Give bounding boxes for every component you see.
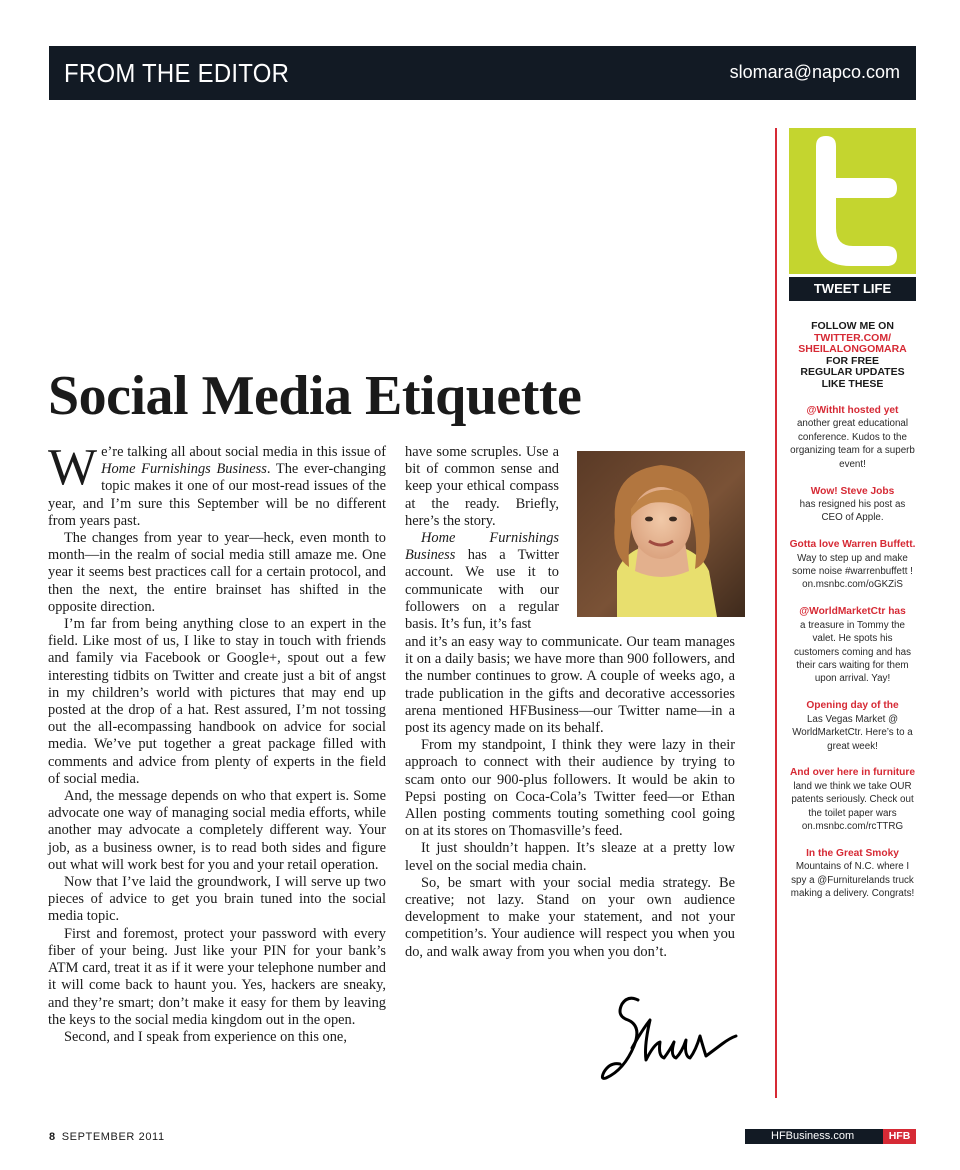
article-paragraph: Second, and I speak from experience on this one, xyxy=(64,1028,347,1045)
tweet-body: has resigned his post as CEO of Apple. xyxy=(799,498,906,524)
article-paragraph: and it’s an easy way to communicate. Our team manages it on a daily basis; we have more than 900 followers, and the number continues to grow. A couple of weeks ago, a trade publication in the gifts and decorative accessories arena mentioned HFBusiness—our Twitter name—in a post its agency made on its behalf. xyxy=(405,634,735,737)
twitter-t-logo-icon xyxy=(789,128,916,274)
tweet-lead: @WorldMarketCtr has xyxy=(799,606,906,618)
tweet-item xyxy=(789,605,916,685)
publication-name: Home Furnishings Business xyxy=(405,530,559,564)
tweet-lead: Wow! Steve Jobs xyxy=(810,485,895,497)
follow-text: LIKE THESE xyxy=(821,377,884,390)
tweet-item xyxy=(789,699,916,753)
tweet-item xyxy=(789,404,916,471)
tweet-body: land we think we take OUR patents seriously. Check out the toilet paper wars on.msnbc.com/rcTTRG xyxy=(791,780,914,833)
handwritten-signature xyxy=(598,990,743,1090)
section-title: FROM THE EDITOR xyxy=(64,58,290,88)
article-paragraph: The changes from year to year—heck, even month to month—in the realm of social media still amaze me. One year it seems best practices call for a certain protocol, and then the next, the entire brainset has shifted in the opposite direction. xyxy=(48,530,386,615)
article-paragraph: It just shouldn’t happen. It’s sleaze at a pretty low level on the social media chain. xyxy=(405,840,735,874)
twitter-handle-link[interactable]: SHEILALONGOMARA xyxy=(798,343,907,356)
issue-date: SEPTEMBER 2011 xyxy=(61,1131,165,1143)
article-paragraph: And, the message depends on who that expert is. Some advocate one way of managing social media efforts, while another may advocate a completely different way. Your job, as a business owner, is to read both sides and figure out what will work best for you and your retail operation. xyxy=(48,788,386,873)
follow-text: REGULAR UPDATES xyxy=(800,366,905,379)
tweet-lead: @WithIt hosted yet xyxy=(806,405,899,416)
paragraph-text: has a Twitter account. We use it to communicate with our followers on a regular basis. It’s fun, it’s fast xyxy=(405,547,559,633)
tweet-item xyxy=(789,485,916,525)
tweet-life-label: TWEET LIFE xyxy=(789,277,916,301)
paragraph-text: e’re talking all about social media in this issue of xyxy=(101,444,386,460)
tweet-item xyxy=(789,766,916,833)
article-paragraph: I’m far from being anything close to an expert in the field. Like most of us, I like to stay in touch with friends and family via Facebook or Google+, spout out a few interesting tidbits on Twitter and create just a bit of angst in my children’s world with pictures that may end up posted at the drop of a hat. Rest assured, I’m not tossing out the all-ecompassing handbook on advice for social media. We’ve put together a great package filled with comments and advice from plenty of experts in the field of social media. xyxy=(48,616,386,787)
article-paragraph xyxy=(405,530,559,633)
tweet-body: another great educational conference. Kudos to the organizing team for a superb event! xyxy=(790,418,915,470)
publication-name: Home Furnishings Business xyxy=(101,461,267,478)
tweet-lead: And over here in furniture xyxy=(789,767,916,779)
article-paragraph xyxy=(48,439,387,530)
editor-portrait-photo xyxy=(577,451,745,617)
twitter-profile-link[interactable]: TWITTER.COM/ xyxy=(814,331,891,344)
tweet-body: Way to step up and make some noise #warrenbuffett ! on.msnbc.com/oGKZiS xyxy=(792,552,913,591)
page-number: 8 xyxy=(49,1131,56,1143)
article-column-2-top xyxy=(405,444,559,633)
sidebar-divider xyxy=(775,128,777,1098)
tweet-body: Mountains of N.C. where I spy a @Furniturelands truck making a delivery. Congrats! xyxy=(790,861,915,900)
article-column-1 xyxy=(48,439,387,1046)
tweet-lead: In the Great Smoky xyxy=(806,847,899,859)
tweet-lead: Gotta love Warren Buffett. xyxy=(789,539,916,551)
tweet-lead: Opening day of the xyxy=(806,700,899,712)
article-paragraph: First and foremost, protect your password with every fiber of your being. Just like your PIN for your bank’s ATM card, treat it as if it were your telephone number and it will come back to haunt you. Yes, hackers are sneaky, and they’re smart; don’t make it easy for them by leaving the keys to the social media kingdom out in the open. xyxy=(48,925,386,1028)
follow-me-promo xyxy=(789,321,916,391)
article-paragraph: So, be smart with your social media strategy. Be creative; not lazy. Stand on your own audience development to make your statement, and not your competition’s. Your audience will respect you when you do, and walk away from you when you don’t. xyxy=(405,874,735,960)
article-paragraph: From my standpoint, I think they were lazy in their approach to connect with their audience by trying to scam onto our 900-plus followers. It would be akin to Pepsi posting on Coca-Cola’s Twitter feed—or Ethan Allen posting comments touting something cool going on at its stores on Thomasville’s feed. xyxy=(405,737,735,840)
tweet-item xyxy=(789,538,916,592)
tweet-item xyxy=(789,847,916,901)
page-footer xyxy=(49,1131,165,1143)
article-title: Social Media Etiquette xyxy=(48,365,582,427)
tweet-body: Las Vegas Market @ WorldMarketCtr. Here’s to a great week! xyxy=(792,713,913,752)
section-header-bar xyxy=(49,46,916,100)
article-paragraph: have some scruples. Use a bit of common sense and keep your ethical compass at the ready. Briefly, here’s the story. xyxy=(405,444,559,529)
website-link[interactable]: HFBusiness.com xyxy=(771,1130,855,1142)
footer-site-bar xyxy=(745,1129,916,1144)
article-column-2-bottom xyxy=(405,634,735,961)
drop-cap: W xyxy=(48,439,98,496)
hfb-logo: HFB xyxy=(883,1129,916,1144)
tweet-body: a treasure in Tommy the valet. He spots his customers coming and has their cars waiting for them upon arrival. Yay! xyxy=(793,619,912,685)
article-paragraph: Now that I’ve laid the groundwork, I will serve up two pieces of advice to get you brain tuned into the social media topic. xyxy=(48,874,386,925)
follow-text: FOR FREE xyxy=(825,354,880,367)
tweet-list xyxy=(789,404,916,914)
editor-email-link[interactable]: slomara@napco.com xyxy=(729,62,900,82)
paragraph-text: . The ever-changing topic makes it one of our most-read issues of the year, and I’m sure this September will be no different from years past. xyxy=(48,461,387,529)
follow-text: FOLLOW ME ON xyxy=(811,320,894,332)
